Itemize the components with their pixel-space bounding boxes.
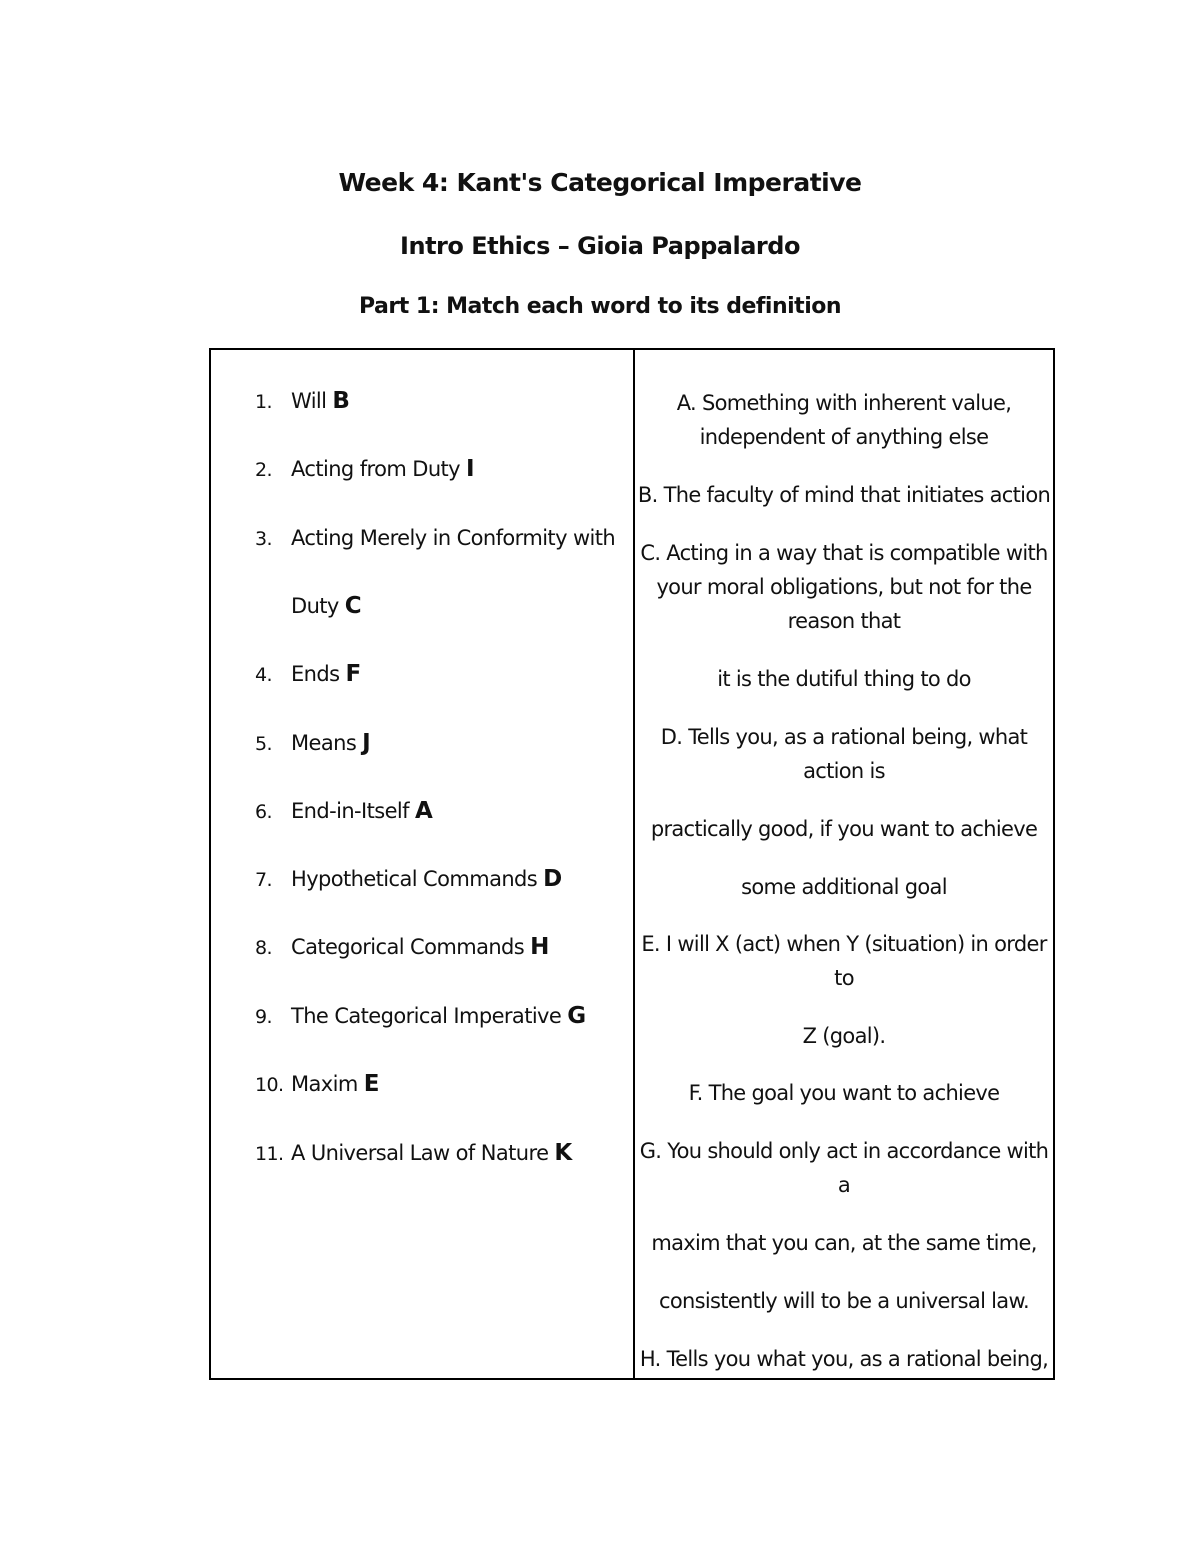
term-number: 10.	[255, 1074, 284, 1096]
term-answer: C	[344, 593, 362, 619]
definition-line: a	[837, 1173, 851, 1197]
term-item	[255, 388, 349, 414]
term-text: Ends	[291, 662, 340, 686]
term-text: End-in-Itself	[291, 799, 409, 823]
definition-line: it is the dutiful thing to do	[717, 667, 971, 691]
term-number: 6.	[255, 801, 272, 823]
term-answer: K	[554, 1140, 572, 1166]
definition-line: E. I will X (act) when Y (situation) in order	[641, 932, 1047, 956]
definition-line: G. You should only act in accordance with	[639, 1139, 1049, 1163]
terms-column	[211, 350, 633, 1378]
term-item	[255, 525, 621, 551]
term-item	[255, 798, 432, 824]
definition-line: Z (goal).	[802, 1024, 886, 1048]
term-answer: D	[543, 866, 562, 892]
term-text: The Categorical Imperative	[291, 1004, 562, 1028]
term-number: 8.	[255, 937, 272, 959]
term-number: 9.	[255, 1006, 272, 1028]
definition-line: C. Acting in a way that is compatible with	[640, 541, 1048, 565]
term-number: 11.	[255, 1143, 284, 1165]
term-text: Acting Merely in Conformity with	[291, 526, 616, 550]
definition-line: B. The faculty of mind that initiates action	[637, 483, 1051, 507]
term-text: Duty	[291, 594, 339, 618]
term-item	[255, 866, 562, 892]
definition-line: your moral obligations, but not for the	[656, 575, 1032, 599]
term-number: 7.	[255, 869, 272, 891]
term-text: Categorical Commands	[291, 935, 525, 959]
term-item	[255, 1071, 379, 1097]
term-item	[255, 1003, 586, 1029]
term-text: A Universal Law of Nature	[291, 1141, 549, 1165]
definitions-column	[635, 350, 1053, 1378]
definition-line: D. Tells you, as a rational being, what	[660, 725, 1028, 749]
definition-line: action is	[803, 759, 885, 783]
term-number: 4.	[255, 664, 272, 686]
term-answer: J	[362, 730, 371, 756]
term-answer: I	[466, 456, 474, 482]
term-answer: A	[414, 798, 433, 824]
term-item	[255, 934, 549, 960]
page-title: Week 4: Kant's Categorical Imperative	[338, 168, 862, 197]
term-answer: F	[345, 661, 361, 687]
definition-line: to	[834, 966, 854, 990]
term-answer: H	[530, 934, 549, 960]
term-item-continued	[291, 593, 361, 619]
definition-line: independent of anything else	[699, 425, 989, 449]
term-number: 5.	[255, 733, 272, 755]
definition-line: some additional goal	[741, 875, 947, 899]
term-number: 3.	[255, 528, 272, 550]
term-number: 2.	[255, 459, 272, 481]
term-item	[255, 456, 474, 482]
definition-line: F. The goal you want to achieve	[688, 1081, 1000, 1105]
definition-line: consistently will to be a universal law.	[658, 1289, 1030, 1313]
term-answer: G	[567, 1003, 586, 1029]
part-heading: Part 1: Match each word to its definition	[358, 294, 842, 319]
term-number: 1.	[255, 391, 272, 413]
matching-table	[209, 348, 1055, 1380]
term-text: Hypothetical Commands	[291, 867, 538, 891]
definition-line: H. Tells you what you, as a rational being,	[639, 1347, 1049, 1371]
definition-line: maxim that you can, at the same time,	[651, 1231, 1037, 1255]
term-text: Acting from Duty	[291, 457, 461, 481]
term-text: Will	[291, 389, 327, 413]
term-text: Means	[291, 731, 357, 755]
definition-line: reason that	[787, 609, 901, 633]
definition-line: A. Something with inherent value,	[676, 391, 1012, 415]
term-answer: E	[363, 1071, 379, 1097]
definition-line: practically good, if you want to achieve	[650, 817, 1038, 841]
term-item	[255, 730, 370, 756]
term-answer: B	[332, 388, 350, 414]
term-item	[255, 1140, 572, 1166]
term-item	[255, 661, 361, 687]
term-text: Maxim	[291, 1072, 358, 1096]
page-subtitle: Intro Ethics – Gioia Pappalardo	[400, 232, 800, 260]
